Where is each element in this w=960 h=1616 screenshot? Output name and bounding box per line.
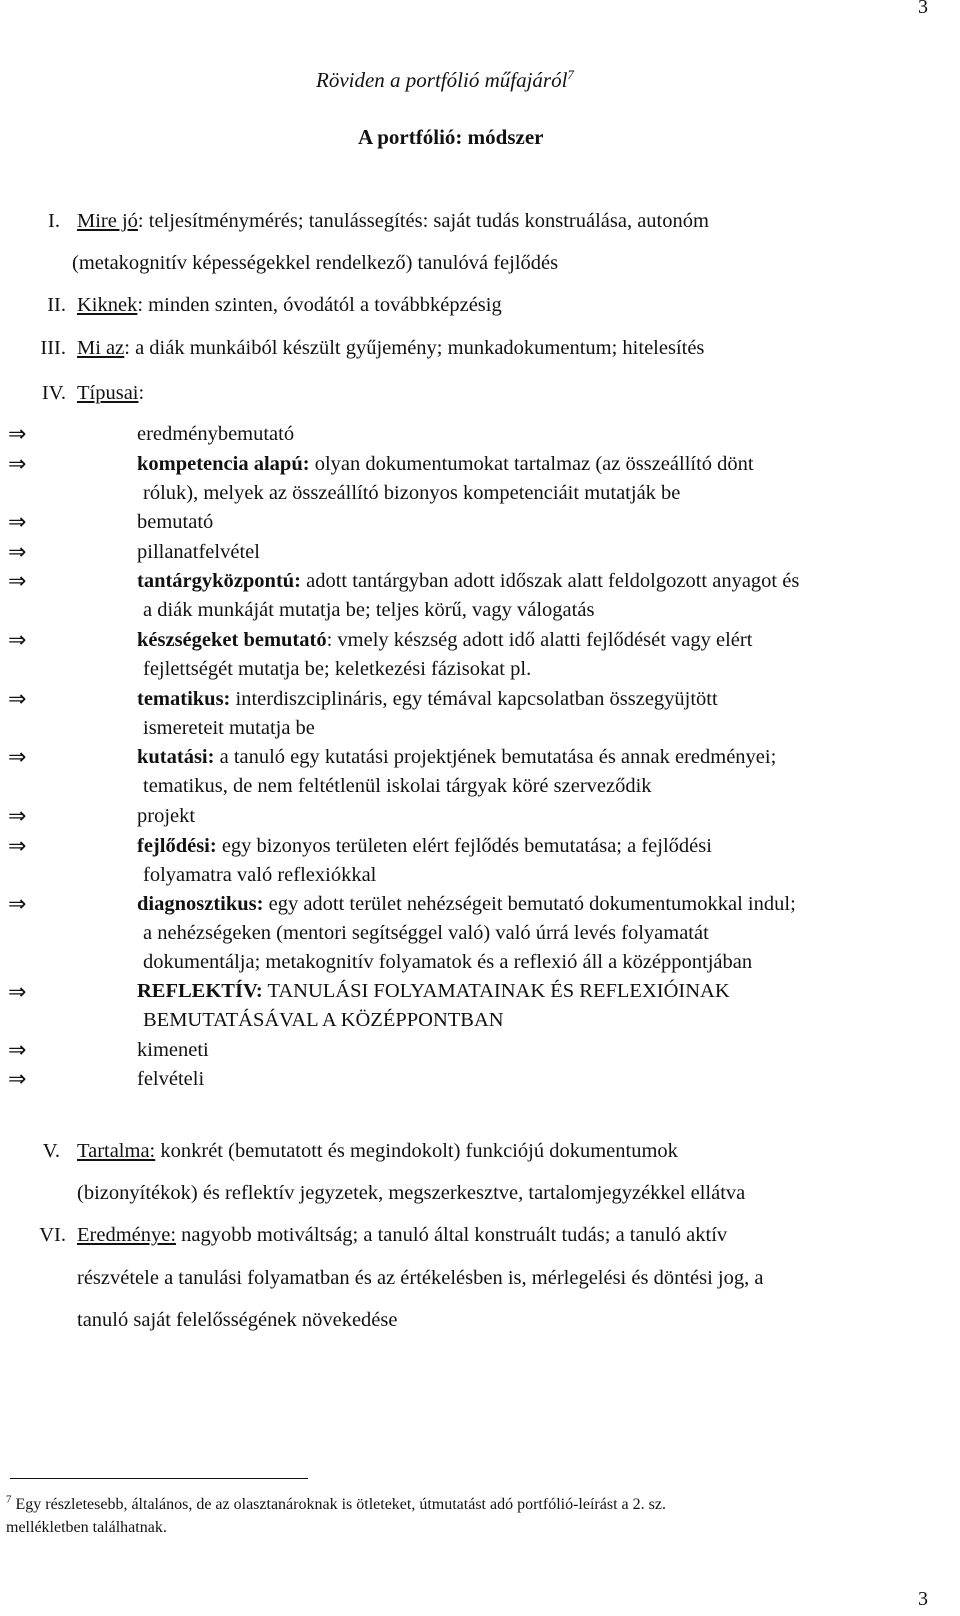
type-item-cont: a nehézségeken (mentori segítséggel való) való úrrá levés folyamatát <box>143 922 709 944</box>
type-item-cont: róluk), melyek az összeállító bizonyos kompetenciáit mutatják be <box>143 482 681 504</box>
type-item: tematikus: interdiszciplináris, egy témával kapcsolatban összegyüjtött <box>137 688 718 710</box>
footnote-number: 7 <box>6 1493 12 1506</box>
footnote-divider <box>10 1478 308 1479</box>
type-item: kimeneti <box>137 1039 209 1061</box>
footnote: $^7$ Egy részletesebb, általános, de az olasztanároknak is ötleteket, útmutatást adó portfólió-leírást a 2. sz. <box>6 1493 666 1513</box>
type-item-cont: ismereteit mutatja be <box>143 717 315 739</box>
type-item: felvételi <box>137 1068 205 1090</box>
page-subtitle: A portfólió: módszer <box>358 125 544 149</box>
type-item: bemutató <box>137 511 214 533</box>
type-item: eredménybemutató <box>137 423 295 445</box>
type-item: pillanatfelvétel <box>137 541 260 563</box>
arrow-icon: ⇒ <box>8 980 27 1005</box>
section-number: I. <box>48 210 60 232</box>
section-number: V. <box>42 1140 60 1162</box>
footnote-cont: mellékletben találhatnak. <box>6 1519 167 1536</box>
type-item: kutatási: a tanuló egy kutatási projektjének bemutatása és annak eredményei; <box>137 746 777 768</box>
arrow-icon: ⇒ <box>8 804 27 829</box>
arrow-icon: ⇒ <box>8 1038 27 1063</box>
section-text-cont: részvétele a tanulási folyamatban és az értékelésben is, mérlegelési és döntési jog, a <box>77 1267 764 1289</box>
arrow-icon: ⇒ <box>8 510 27 535</box>
section-term: Típusai <box>77 382 139 404</box>
section-text: Mi az: a diák munkáiból készült gyűjemény; munkadokumentum; hitelesítés <box>77 337 705 359</box>
arrow-icon: ⇒ <box>8 422 27 447</box>
section-term: Eredménye: <box>77 1224 177 1246</box>
type-item-cont: tematikus, de nem feltétlenül iskolai tárgyak köré szerveződik <box>143 775 652 797</box>
section-number: III. <box>40 337 66 359</box>
footnote-ref: 7 <box>567 67 574 82</box>
arrow-icon: ⇒ <box>8 745 27 770</box>
type-item-cont: fejlettségét mutatja be; keletkezési fázisokat pl. <box>143 658 532 680</box>
page-title: Röviden a portfólió műfajáról$^7$ <box>316 67 574 92</box>
section-term: Mi az <box>77 337 125 359</box>
type-item-cont: a diák munkáját mutatja be; teljes körű, vagy válogatás <box>143 599 595 621</box>
type-item: projekt <box>137 805 196 827</box>
type-item: tantárgyközpontú: adott tantárgyban adott időszak alatt feldolgozott anyagot és <box>137 570 800 592</box>
section-text: Kiknek: minden szinten, óvodától a továbbképzésig <box>77 294 502 316</box>
arrow-icon: ⇒ <box>8 834 27 859</box>
arrow-icon: ⇒ <box>8 452 27 477</box>
type-item: REFLEKTÍV: TANULÁSI FOLYAMATAINAK ÉS REFLEXIÓINAK <box>137 980 730 1002</box>
type-item-cont: dokumentálja; metakognitív folyamatok és a reflexió áll a középpontjában <box>143 951 753 973</box>
section-number: VI. <box>39 1224 66 1246</box>
section-text: Eredménye: nagyobb motiváltság; a tanuló által konstruált tudás; a tanuló aktív <box>77 1224 728 1246</box>
section-number: IV. <box>41 382 66 404</box>
section-number: II. <box>47 294 66 316</box>
type-item: fejlődési: egy bizonyos területen elért fejlődés bemutatása; a fejlődési <box>137 835 712 857</box>
section-text: Típusai: <box>77 382 145 404</box>
arrow-icon: ⇒ <box>8 628 27 653</box>
page-number-bottom: 3 <box>918 1588 928 1610</box>
section-text-cont: (metakognitív képességekkel rendelkező) tanulóvá fejlődés <box>72 252 559 274</box>
section-text-cont: (bizonyítékok) és reflektív jegyzetek, megszerkesztve, tartalomjegyzékkel ellátva <box>77 1182 746 1204</box>
section-text: Mire jó: teljesítménymérés; tanulássegítés: saját tudás konstruálása, autonóm <box>77 210 709 232</box>
type-item: diagnosztikus: egy adott terület nehézségeit bemutató dokumentumokkal indul; <box>137 893 796 915</box>
arrow-icon: ⇒ <box>8 540 27 565</box>
section-term: Tartalma: <box>77 1140 156 1162</box>
section-text-cont: tanuló saját felelősségének növekedése <box>77 1309 398 1331</box>
section-term: Mire jó <box>77 210 138 232</box>
arrow-icon: ⇒ <box>8 1067 27 1092</box>
section-term: Kiknek <box>77 294 138 316</box>
arrow-icon: ⇒ <box>8 687 27 712</box>
arrow-icon: ⇒ <box>8 892 27 917</box>
page-number-top: 3 <box>918 0 928 18</box>
section-text: Tartalma: konkrét (bemutatott és megindokolt) funkciójú dokumentumok <box>77 1140 678 1162</box>
arrow-icon: ⇒ <box>8 569 27 594</box>
type-item: készségeket bemutató: vmely készség adott idő alatti fejlődését vagy elért <box>137 629 753 651</box>
type-item-cont: BEMUTATÁSÁVAL A KÖZÉPPONTBAN <box>143 1009 504 1031</box>
type-item: kompetencia alapú: olyan dokumentumokat tartalmaz (az összeállító dönt <box>137 453 754 475</box>
type-item-cont: folyamatra való reflexiókkal <box>143 864 377 886</box>
